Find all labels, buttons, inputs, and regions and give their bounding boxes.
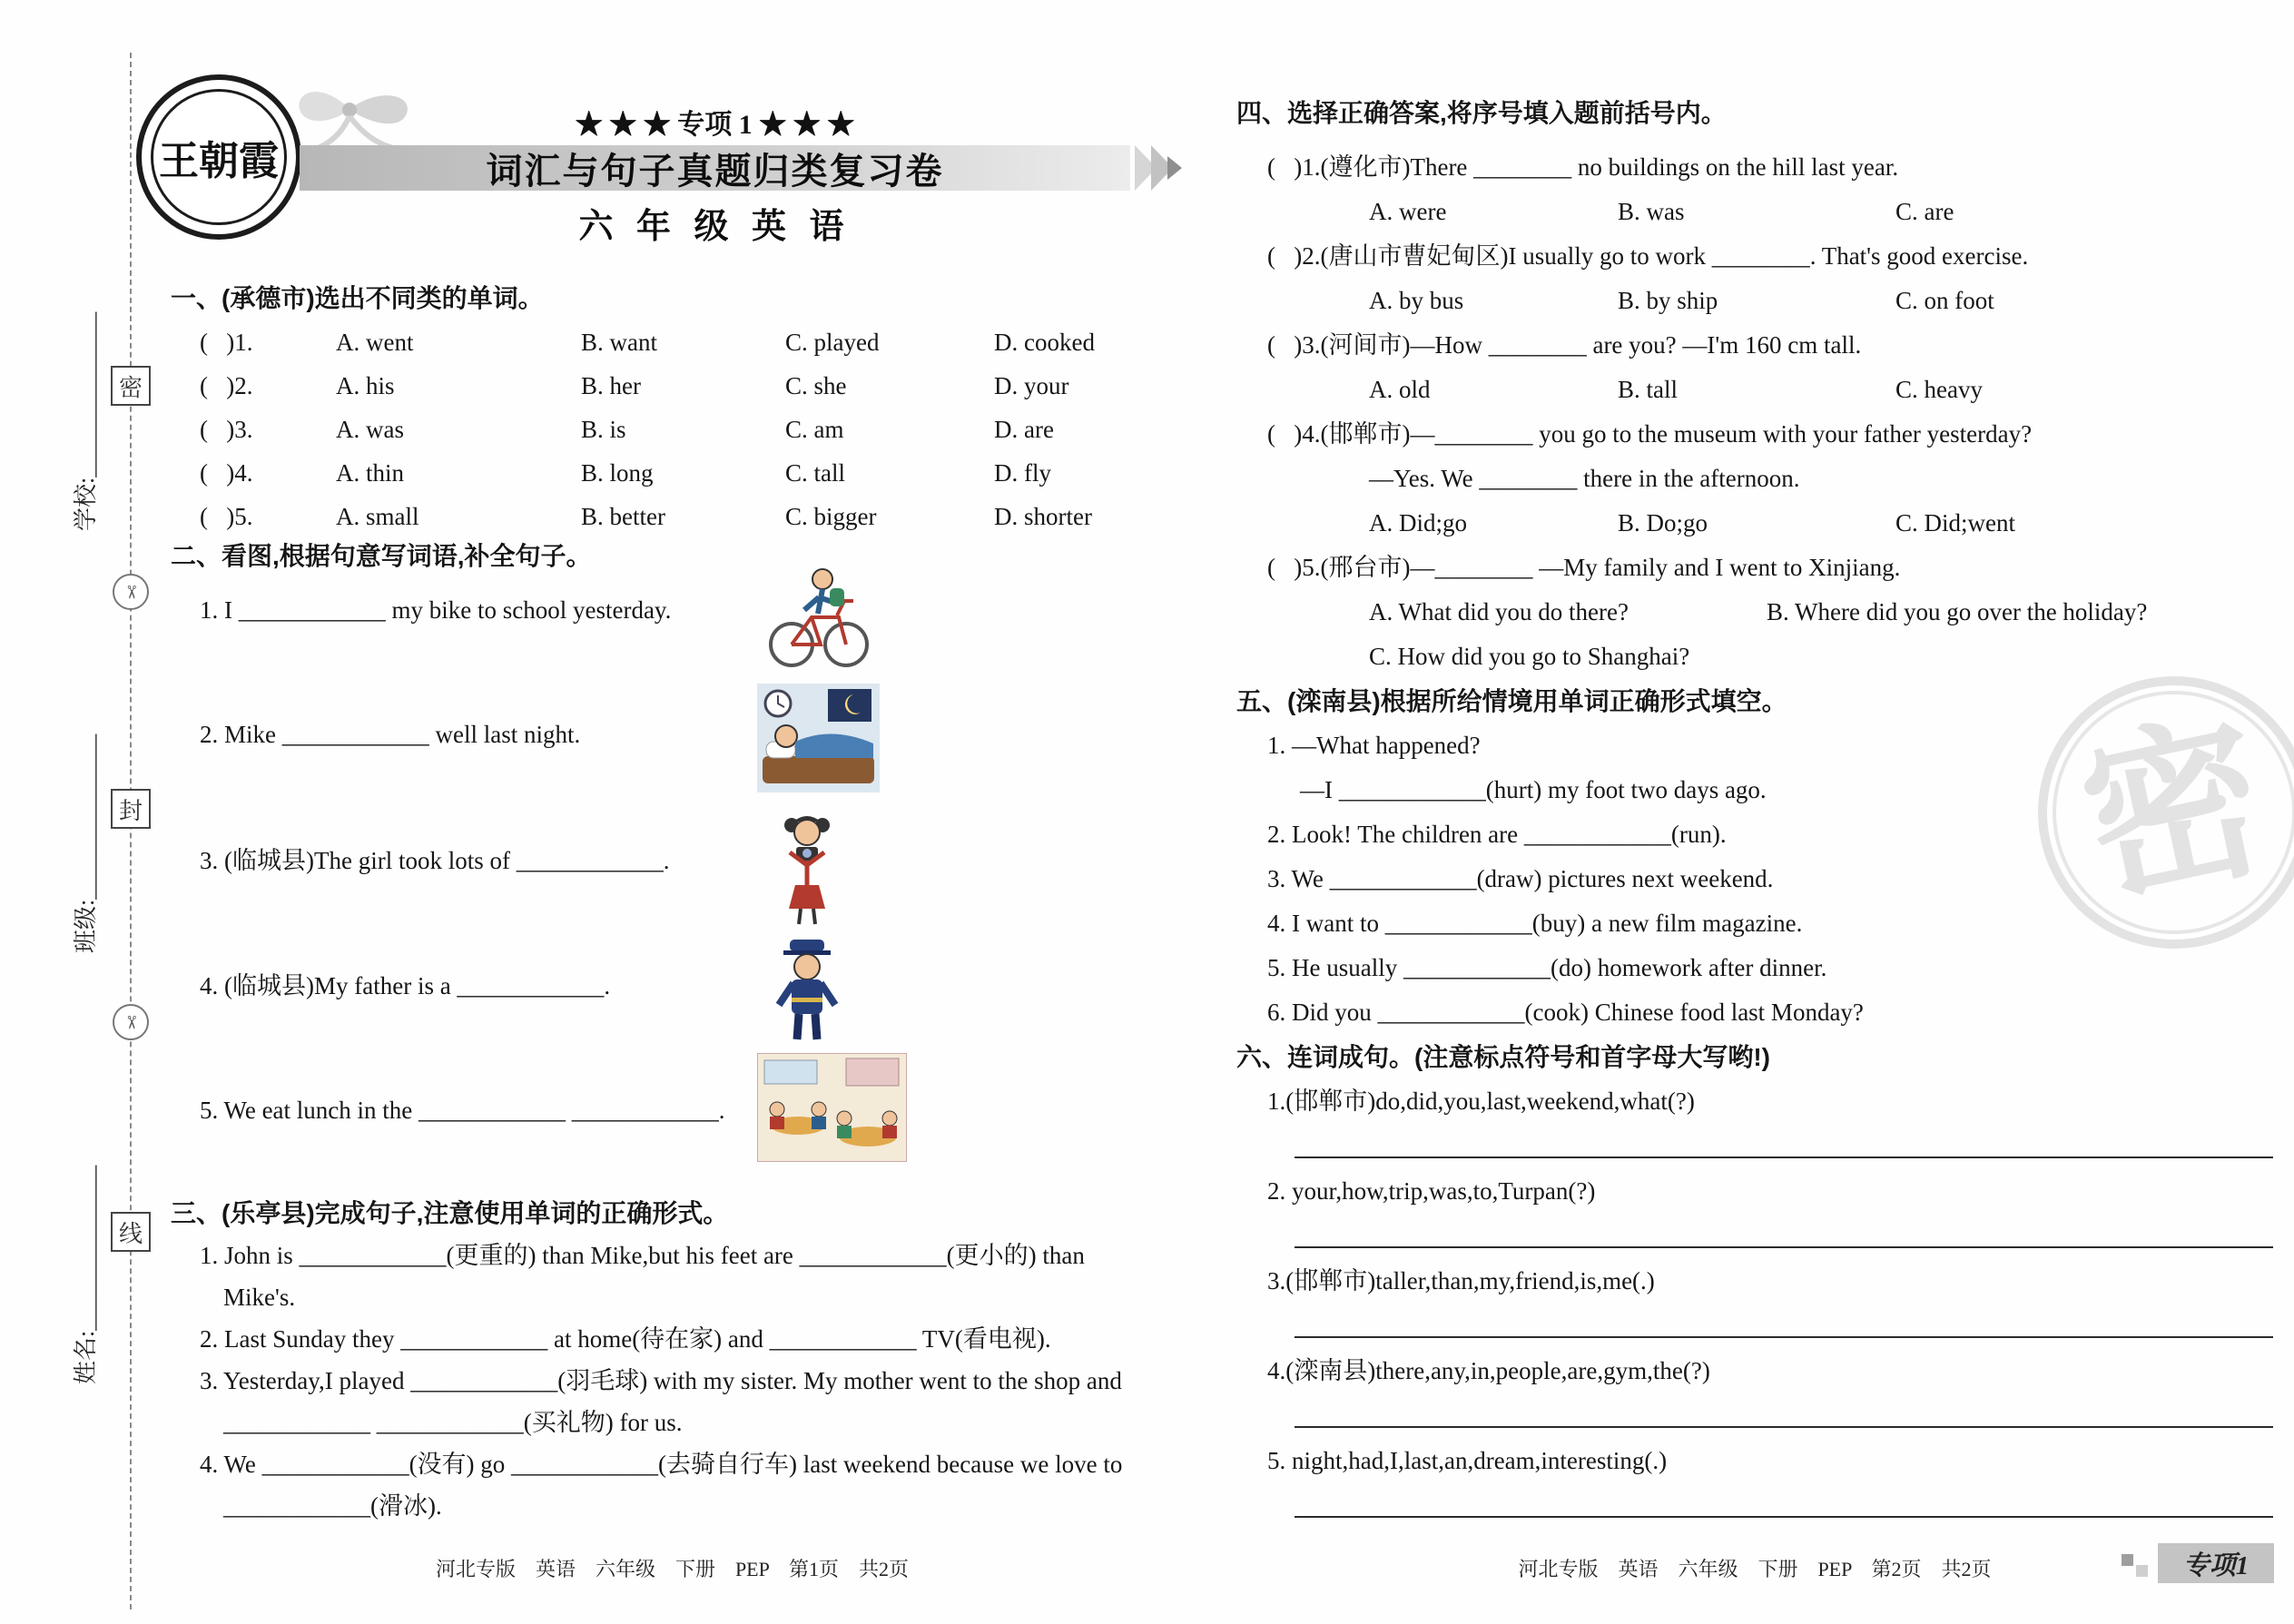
option-c: C. How did you go to Shanghai? [1369, 643, 1690, 670]
choice-row [171, 365, 1192, 407]
right-page-column [1236, 91, 2273, 1529]
word-order-item: 1.(邯郸市)do,did,you,last,weekend,what(?) [1267, 1088, 1695, 1115]
sentence-item: 3. Yesterday,I played ____________(羽毛球) with my sister. My mother went to the shop and [200, 1367, 1122, 1394]
fill-in-item: 4. I want to ____________(buy) a new film magazine. [1267, 910, 1803, 937]
option-d: D. shorter [994, 503, 1092, 530]
option-a: A. Did;go [1369, 509, 1467, 536]
answer-blank-line [1295, 1124, 2273, 1158]
scissors-icon: ✂ [113, 1004, 149, 1040]
grade-subject-subtitle: 六 年 级 英 语 [578, 208, 852, 246]
school-dining-hall-illustration [757, 1053, 907, 1179]
section-3-heading: 三、(乐亭县)完成句子,注意使用单词的正确形式。 [171, 1199, 729, 1227]
option-c: C. played [785, 329, 880, 356]
option-c: C. Did;went [1895, 509, 2015, 536]
option-a: A. were [1369, 198, 1447, 225]
mc-question-stem: ( )3.(河间市)—How ________ are you? —I'm 160 cm tall. [1267, 331, 1862, 359]
mc-options-row [1236, 590, 2273, 635]
mc-options-row [1236, 501, 2273, 546]
option-c: C. on foot [1895, 287, 1994, 314]
fill-in-sentence: 3. (临城县)The girl took lots of ____________. [200, 847, 670, 874]
sentence-item: 2. Last Sunday they ____________ at home(待在家) and ____________ TV(看电视). [200, 1325, 1051, 1353]
fill-in-sentence: 1. I ____________ my bike to school yesterday. [200, 596, 672, 624]
boy-riding-bike-illustration [757, 554, 875, 689]
fill-in-sentence: 4. (临城县)My father is a ____________. [200, 972, 611, 999]
option-a: A. by bus [1369, 287, 1464, 314]
option-c: C. am [785, 416, 844, 443]
option-b: B. is [581, 416, 626, 443]
girl-taking-photos-illustration [757, 807, 857, 942]
seal-char-xian: 线 [111, 1212, 151, 1252]
answer-blank-line [1295, 1483, 2273, 1518]
choice-row [171, 408, 1192, 450]
mc-options-row [1236, 190, 2273, 234]
page-2-footer: 河北专版 英语 六年级 下册 PEP 第2页 共2页 [1518, 1558, 1992, 1580]
corner-decoration-square [2122, 1554, 2133, 1566]
publisher-logo [136, 74, 301, 240]
page-1-footer: 河北专版 英语 六年级 下册 PEP 第1页 共2页 [435, 1558, 910, 1580]
option-c: C. she [785, 372, 847, 399]
option-d: D. fly [994, 459, 1051, 487]
option-b: B. tall [1618, 376, 1678, 403]
answer-blank-line [1295, 1393, 2273, 1428]
mc-options-row [1236, 279, 2273, 323]
option-b: B. want [581, 329, 657, 356]
school-blank-field: 学校:______________ [73, 311, 99, 531]
fill-in-sentence: 5. We eat lunch in the ____________ ____________. [200, 1097, 725, 1124]
mc-question-stem: ( )5.(邢台市)—________ —My family and I went to Xinjiang. [1267, 554, 1901, 581]
answer-bracket: ( )2. [200, 372, 253, 399]
watermark-character: 密 [2067, 697, 2281, 927]
option-b: B. Where did you go over the holiday? [1767, 598, 2148, 625]
name-blank-field: 姓名:______________ [73, 1165, 99, 1384]
fill-in-sentence: 2. Mike ____________ well last night. [200, 721, 581, 748]
paper-title-banner [300, 145, 1130, 191]
binding-dashed-line [130, 53, 132, 1609]
option-b: B. long [581, 459, 654, 487]
option-c: C. tall [785, 459, 845, 487]
option-a: A. was [336, 416, 404, 443]
mc-question-stem-continuation: —Yes. We ________ there in the afternoon. [1369, 465, 1800, 492]
section-3-complete-sentences [171, 1193, 1210, 1527]
option-a: A. small [336, 503, 419, 530]
word-order-item: 4.(滦南县)there,any,in,people,are,gym,the(?) [1267, 1357, 1710, 1384]
section-6-heading: 六、连词成句。(注意标点符号和首字母大写哟!) [1236, 1043, 1770, 1071]
option-d: D. your [994, 372, 1069, 399]
option-b: B. by ship [1618, 287, 1718, 314]
seal-char-mi: 密 [111, 366, 151, 406]
fill-in-item: 3. We ____________(draw) pictures next weekend. [1267, 865, 1774, 892]
corner-decoration-square [2136, 1565, 2148, 1577]
publisher-logo-name: 王朝霞 [159, 139, 279, 183]
sentence-item-continuation: ____________(滑冰). [223, 1492, 442, 1520]
mc-question-stem: ( )2.(唐山市曹妃甸区)I usually go to work ________. That's good exercise. [1267, 242, 2029, 270]
fill-in-item: 2. Look! The children are ____________(run). [1267, 821, 1727, 848]
choice-row [171, 496, 1192, 537]
section-2-picture-fill-in [171, 536, 1192, 1203]
option-c: C. are [1895, 198, 1954, 225]
paper-title: 词汇与句子真题归类复习卷 [486, 151, 944, 192]
choice-row [171, 321, 1192, 363]
option-b: B. Do;go [1618, 509, 1708, 536]
seal-char-feng: 封 [111, 789, 151, 829]
choice-row [171, 452, 1192, 494]
corner-unit-tab [2158, 1543, 2274, 1583]
section-1-odd-word-out [171, 278, 1192, 537]
section-1-heading: 一、(承德市)选出不同类的单词。 [171, 284, 544, 312]
option-b: B. her [581, 372, 641, 399]
scissors-icon: ✂ [113, 574, 149, 610]
option-a: A. went [336, 329, 414, 356]
fill-in-item-continuation: —I ____________(hurt) my foot two days ago. [1300, 776, 1767, 803]
word-order-item: 5. night,had,I,last,an,dream,interesting(.) [1267, 1447, 1668, 1474]
option-a: A. thin [336, 459, 405, 487]
sentence-item-continuation: ____________ ____________(买礼物) for us. [223, 1409, 683, 1436]
answer-bracket: ( )4. [200, 459, 253, 487]
sentence-item-continuation: Mike's. [223, 1284, 296, 1311]
boy-sleeping-illustration [757, 684, 880, 810]
answer-bracket: ( )5. [200, 503, 253, 530]
option-d: D. are [994, 416, 1054, 443]
section-4-heading: 四、选择正确答案,将序号填入题前括号内。 [1236, 99, 1727, 127]
mc-question-stem: ( )1.(遵化市)There ________ no buildings on the hill last year. [1267, 153, 1899, 181]
class-blank-field: 班级:______________ [73, 733, 99, 953]
fill-in-item: 5. He usually ____________(do) homework after dinner. [1267, 954, 1827, 981]
section-2-heading: 二、看图,根据句意写词语,补全句子。 [171, 542, 592, 570]
mc-question-stem: ( )4.(邯郸市)—________ you go to the museum with your father yesterday? [1267, 420, 2033, 448]
banner-chevron-decoration [1133, 142, 1187, 199]
answer-blank-line [1295, 1214, 2273, 1248]
option-a: A. his [336, 372, 395, 399]
section-5-heading: 五、(滦南县)根据所给情境用单词正确形式填空。 [1236, 687, 1787, 715]
option-a: A. What did you do there? [1369, 598, 1629, 625]
option-b: B. better [581, 503, 665, 530]
option-d: D. cooked [994, 329, 1095, 356]
fill-in-item: 6. Did you ____________(cook) Chinese food last Monday? [1267, 999, 1864, 1026]
option-a: A. old [1369, 376, 1431, 403]
sentence-item: 1. John is ____________(更重的) than Mike,but his feet are ____________(更小的) than [200, 1242, 1085, 1269]
word-order-item: 3.(邯郸市)taller,than,my,friend,is,me(.) [1267, 1267, 1655, 1294]
mc-options-row [1236, 368, 2273, 412]
option-b: B. was [1618, 198, 1685, 225]
word-order-item: 2. your,how,trip,was,to,Turpan(?) [1267, 1177, 1596, 1205]
option-c: C. bigger [785, 503, 877, 530]
unit-badge: ★ ★ ★ 专项 1 ★ ★ ★ [575, 110, 855, 140]
policeman-illustration [757, 932, 857, 1058]
publisher-logo-ring [151, 89, 287, 225]
answer-blank-line [1295, 1304, 2273, 1338]
fill-in-item: 1. —What happened? [1267, 732, 1481, 759]
sentence-item: 4. We ____________(没有) go ____________(去骑自行车) last weekend because we love to [200, 1451, 1123, 1478]
corner-unit-label: 专项1 [2182, 1550, 2250, 1580]
option-c: C. heavy [1895, 376, 1983, 403]
answer-bracket: ( )1. [200, 329, 253, 356]
answer-bracket: ( )3. [200, 416, 253, 443]
